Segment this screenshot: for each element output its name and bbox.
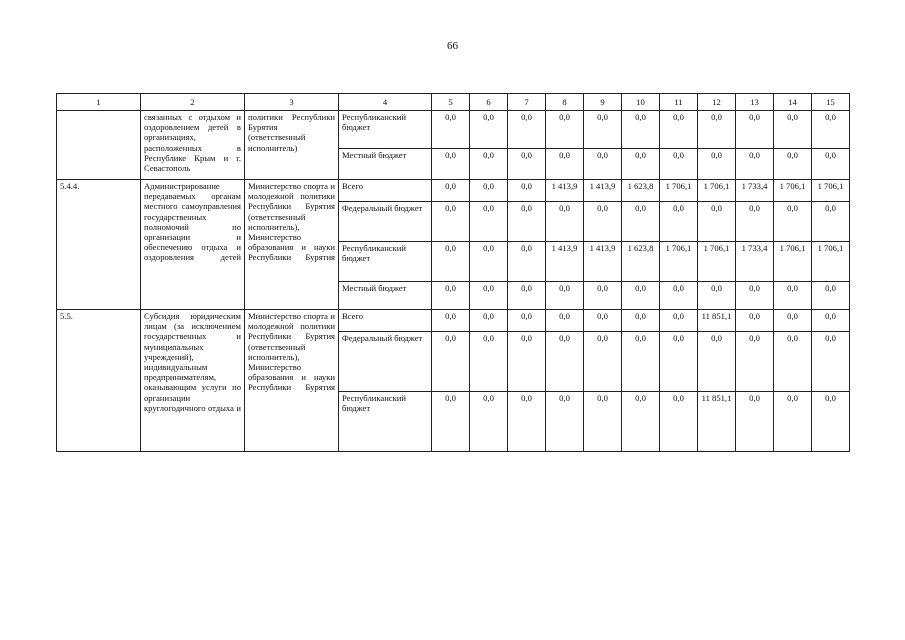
item-executor: политики Республики Бурятия (ответственный исполнитель) (245, 111, 339, 180)
value-cell: 1 623,8 (622, 180, 660, 202)
value-cell: 0,0 (432, 332, 470, 392)
header-cell: 13 (736, 94, 774, 111)
value-cell: 0,0 (774, 332, 812, 392)
header-cell: 2 (141, 94, 245, 111)
value-cell: 1 706,1 (774, 180, 812, 202)
value-cell: 0,0 (546, 310, 584, 332)
value-cell: 0,0 (736, 332, 774, 392)
value-cell: 0,0 (508, 242, 546, 282)
value-cell: 1 706,1 (812, 180, 850, 202)
value-cell: 1 413,9 (546, 242, 584, 282)
value-cell: 1 706,1 (774, 242, 812, 282)
header-cell: 11 (660, 94, 698, 111)
value-cell: 0,0 (470, 202, 508, 242)
value-cell: 0,0 (660, 149, 698, 180)
value-cell: 0,0 (698, 149, 736, 180)
value-cell: 0,0 (584, 310, 622, 332)
value-cell: 0,0 (584, 282, 622, 310)
item-name: Субсидия юридическим лицам (за исключением государственных и муниципальных учреждений), индивидуальным предпринимателям, оказывающим услуги по организации круглогодичного отдыха и (141, 310, 245, 452)
item-number: 5.4.4. (57, 180, 141, 310)
value-cell: 0,0 (584, 392, 622, 452)
header-row (57, 94, 850, 111)
value-cell: 0,0 (774, 392, 812, 452)
header-cell: 8 (546, 94, 584, 111)
value-cell: 11 851,1 (698, 392, 736, 452)
value-cell: 0,0 (508, 310, 546, 332)
header-cell: 5 (432, 94, 470, 111)
value-cell: 0,0 (698, 332, 736, 392)
value-cell: 0,0 (774, 282, 812, 310)
value-cell: 0,0 (508, 111, 546, 149)
header-cell: 12 (698, 94, 736, 111)
funding-source: Местный бюджет (339, 149, 432, 180)
value-cell: 0,0 (508, 332, 546, 392)
value-cell: 1 733,4 (736, 180, 774, 202)
value-cell: 1 733,4 (736, 242, 774, 282)
value-cell: 0,0 (508, 180, 546, 202)
value-cell: 0,0 (660, 202, 698, 242)
header-cell: 1 (57, 94, 141, 111)
value-cell: 0,0 (736, 149, 774, 180)
header-cell: 10 (622, 94, 660, 111)
value-cell: 0,0 (774, 202, 812, 242)
value-cell: 0,0 (584, 202, 622, 242)
value-cell: 11 851,1 (698, 310, 736, 332)
value-cell: 0,0 (584, 111, 622, 149)
funding-source: Всего (339, 310, 432, 332)
value-cell: 0,0 (432, 392, 470, 452)
value-cell: 0,0 (470, 111, 508, 149)
value-cell: 0,0 (546, 392, 584, 452)
value-cell: 0,0 (622, 310, 660, 332)
header-cell: 15 (812, 94, 850, 111)
item-number (57, 111, 141, 180)
value-cell: 0,0 (622, 111, 660, 149)
funding-source: Республиканский бюджет (339, 392, 432, 452)
value-cell: 0,0 (470, 332, 508, 392)
value-cell: 0,0 (622, 202, 660, 242)
value-cell: 0,0 (736, 202, 774, 242)
value-cell: 1 706,1 (660, 242, 698, 282)
funding-source: Республиканский бюджет (339, 111, 432, 149)
value-cell: 0,0 (736, 310, 774, 332)
value-cell: 0,0 (622, 149, 660, 180)
value-cell: 0,0 (432, 111, 470, 149)
value-cell: 0,0 (774, 149, 812, 180)
value-cell: 0,0 (470, 149, 508, 180)
header-cell: 14 (774, 94, 812, 111)
value-cell: 0,0 (736, 282, 774, 310)
value-cell: 0,0 (774, 111, 812, 149)
item-executor: Министерство спорта и молодежной политики Республики Бурятия (ответственный исполнитель), Министерство образования и науки Республики Бурятия (245, 180, 339, 310)
value-cell: 0,0 (622, 282, 660, 310)
header-cell: 3 (245, 94, 339, 111)
funding-source: Федеральный бюджет (339, 202, 432, 242)
value-cell: 0,0 (774, 310, 812, 332)
value-cell: 0,0 (508, 202, 546, 242)
header-cell: 6 (470, 94, 508, 111)
value-cell: 0,0 (736, 111, 774, 149)
value-cell: 0,0 (660, 392, 698, 452)
value-cell: 1 623,8 (622, 242, 660, 282)
value-cell: 0,0 (812, 111, 850, 149)
value-cell: 0,0 (812, 282, 850, 310)
value-cell: 1 413,9 (546, 180, 584, 202)
value-cell: 0,0 (470, 282, 508, 310)
value-cell: 0,0 (508, 282, 546, 310)
item-name: связанных с отдыхом и оздоровлением детей в организациях, расположенных в Республике Крым и г. Севастополь (141, 111, 245, 180)
value-cell: 0,0 (508, 149, 546, 180)
value-cell: 0,0 (432, 242, 470, 282)
value-cell: 1 706,1 (812, 242, 850, 282)
value-cell: 0,0 (546, 282, 584, 310)
value-cell: 0,0 (812, 332, 850, 392)
value-cell: 0,0 (470, 242, 508, 282)
funding-source: Республиканский бюджет (339, 242, 432, 282)
value-cell: 0,0 (470, 180, 508, 202)
value-cell: 0,0 (584, 332, 622, 392)
value-cell: 0,0 (584, 149, 622, 180)
value-cell: 1 413,9 (584, 242, 622, 282)
value-cell: 0,0 (660, 111, 698, 149)
header-cell: 9 (584, 94, 622, 111)
page-number: 66 (447, 40, 458, 52)
value-cell: 0,0 (812, 149, 850, 180)
value-cell: 1 413,9 (584, 180, 622, 202)
value-cell: 0,0 (546, 111, 584, 149)
value-cell: 0,0 (698, 111, 736, 149)
value-cell: 0,0 (546, 202, 584, 242)
value-cell: 0,0 (622, 392, 660, 452)
value-cell: 0,0 (660, 332, 698, 392)
item-name: Администрирование передаваемых органам местного самоуправления государственных полномочий по организации и обеспечению отдыха и оздоровления детей (141, 180, 245, 310)
value-cell: 0,0 (812, 310, 850, 332)
budget-table (56, 93, 850, 452)
value-cell: 0,0 (698, 202, 736, 242)
header-cell: 4 (339, 94, 432, 111)
value-cell: 0,0 (698, 282, 736, 310)
table-row (57, 111, 850, 149)
value-cell: 0,0 (432, 202, 470, 242)
value-cell: 0,0 (432, 180, 470, 202)
value-cell: 0,0 (812, 202, 850, 242)
value-cell: 0,0 (432, 149, 470, 180)
value-cell: 0,0 (736, 392, 774, 452)
value-cell: 1 706,1 (660, 180, 698, 202)
funding-source: Местный бюджет (339, 282, 432, 310)
value-cell: 0,0 (470, 310, 508, 332)
value-cell: 0,0 (546, 332, 584, 392)
item-number: 5.5. (57, 310, 141, 452)
value-cell: 0,0 (508, 392, 546, 452)
value-cell: 0,0 (546, 149, 584, 180)
header-cell: 7 (508, 94, 546, 111)
item-executor: Министерство спорта и молодежной политики Республики Бурятия (ответственный исполнитель), Министерство образования и науки Республики Бурятия (245, 310, 339, 452)
funding-source: Всего (339, 180, 432, 202)
value-cell: 0,0 (660, 310, 698, 332)
value-cell: 1 706,1 (698, 242, 736, 282)
value-cell: 1 706,1 (698, 180, 736, 202)
value-cell: 0,0 (622, 332, 660, 392)
value-cell: 0,0 (660, 282, 698, 310)
funding-source: Федеральный бюджет (339, 332, 432, 392)
table-row (57, 180, 850, 202)
value-cell: 0,0 (812, 392, 850, 452)
value-cell: 0,0 (470, 392, 508, 452)
table-row (57, 310, 850, 332)
value-cell: 0,0 (432, 282, 470, 310)
value-cell: 0,0 (432, 310, 470, 332)
